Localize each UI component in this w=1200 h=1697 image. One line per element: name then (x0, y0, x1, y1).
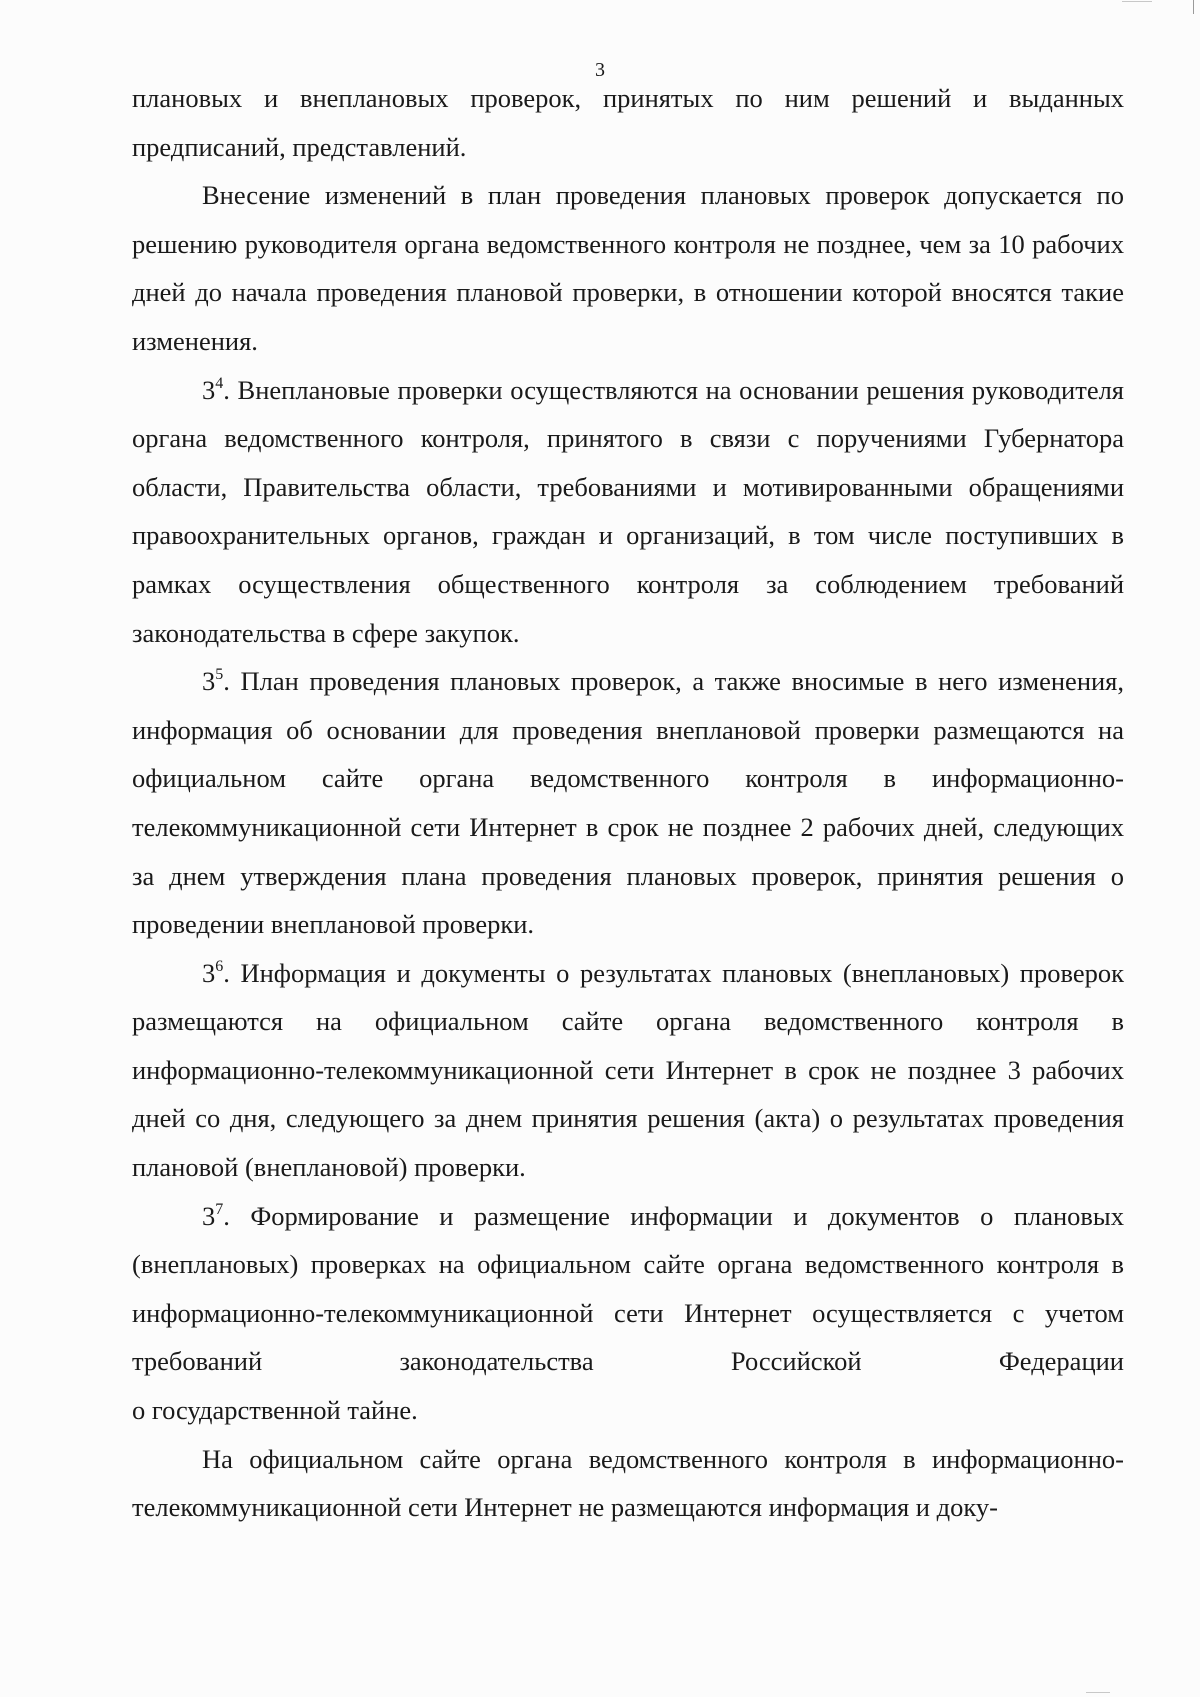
paragraph-3-4 (132, 366, 1124, 658)
paragraph-plan-changes (132, 171, 1124, 365)
clause-number: 3 (202, 957, 216, 988)
paragraph-text: На официальном сайте органа ведомственного контроля в информационно-телекоммуникационной сети Интернет не размещаются информация и доку- (132, 1443, 1124, 1523)
paragraph-text: о государственной тайне. (132, 1395, 418, 1426)
scan-artifact-edge (1193, 0, 1194, 14)
clause-superscript: 5 (215, 666, 224, 684)
paragraph-continuation (132, 74, 1124, 171)
paragraph-3-6 (132, 949, 1124, 1192)
clause-superscript: 7 (215, 1200, 224, 1218)
document-body (132, 74, 1124, 1532)
clause-number: 3 (202, 666, 216, 697)
clause-number: 3 (202, 374, 216, 405)
paragraph-text: Внесение изменений в план проведения плановых проверок допускается по решению руководителя органа ведомственного контроля не позднее, чем за 10 рабочих дней до начала проведения плановой проверки, в отношении которой вносятся такие изменения. (132, 180, 1124, 356)
scan-artifact-top (1122, 1, 1152, 2)
paragraph-3-7-tail (132, 1386, 1124, 1435)
paragraph-text: . Информация и документы о результатах плановых (внеплановых) проверок размещаются на официальном сайте органа ведомственного контроля в информационно-телекоммуникационной сети Интернет в срок не позднее 3 рабочих дней со дня, следующего за днем принятия решения (акта) о результатах проведения плановой (внеплановой) проверки. (132, 957, 1124, 1183)
paragraph-text: плановых и внеплановых проверок, принятых по ним решений и выданных предписаний, представлений. (132, 83, 1124, 162)
paragraph-website-exclusion (132, 1435, 1124, 1532)
clause-number: 3 (202, 1200, 216, 1231)
scan-artifact-bottom (1086, 1692, 1110, 1693)
paragraph-3-5 (132, 657, 1124, 949)
paragraph-3-7 (132, 1192, 1124, 1386)
page-number: 3 (595, 59, 605, 81)
paragraph-text: . Внеплановые проверки осуществляются на основании решения руководителя органа ведомственного контроля, принятого в связи с поручениями Губернатора области, Правительства области, требованиями и мотивированными обращениями правоохранительных органов, граждан и организаций, в том числе поступивших в рамках осуществления общественного контроля за соблюдением требований законодательства в сфере закупок. (132, 374, 1124, 648)
clause-superscript: 6 (215, 957, 224, 975)
paragraph-text: . Формирование и размещение информации и документов о плановых (внеплановых) проверках на официальном сайте органа ведомственного контроля в информационно-телекоммуникационной сети Интернет осуществляется с учетом требований законодательства Российской Федерации (132, 1200, 1124, 1377)
paragraph-text: . План проведения плановых проверок, а также вносимые в него изменения, информация об основании для проведения внеплановой проверки размещаются на официальном сайте органа ведомственного контроля в информационно-телекоммуникационной сети Интернет в срок не позднее 2 рабочих дней, следующих за днем утверждения плана проведения плановых проверок, принятия решения о проведении внеплановой проверки. (132, 666, 1124, 940)
clause-superscript: 4 (215, 374, 224, 392)
